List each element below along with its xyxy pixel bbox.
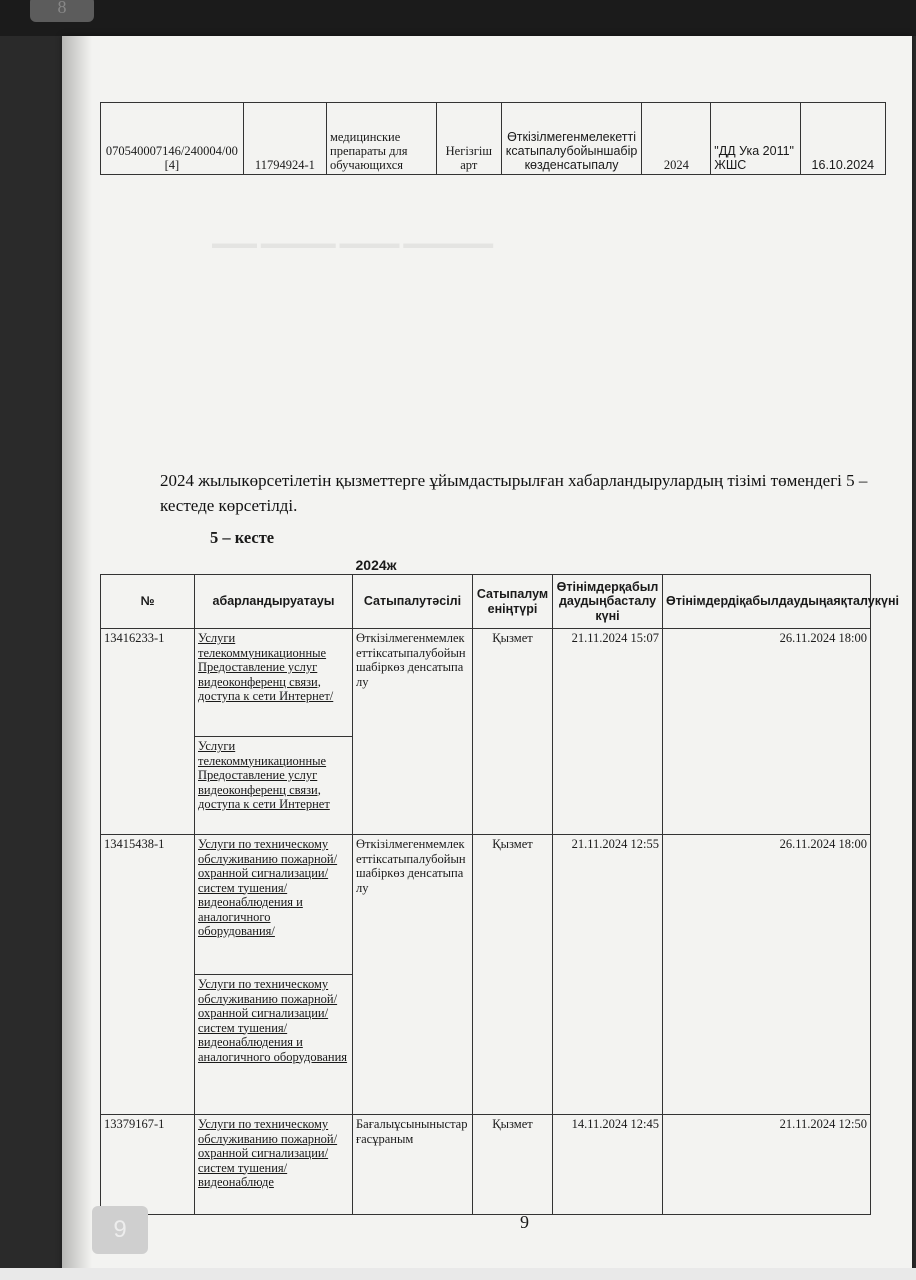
cell-start: 21.11.2024 12:55 xyxy=(553,835,663,1115)
header-name: абарландыруатауы xyxy=(195,575,353,629)
page-thumbnail-previous[interactable]: 8 xyxy=(30,0,94,22)
bleed-through-text: ▬▬▬ ▬▬▬▬▬ ▬▬▬▬ ▬▬▬▬▬▬ xyxy=(212,236,494,252)
cell-type: Қызмет xyxy=(473,629,553,835)
cell-name: Услуги по техническому обслуживанию пожарной/охранной сигнализации/систем тушения/видеонаблюдения и аналогичного оборудования/ xyxy=(195,835,353,975)
viewer-top-bar xyxy=(0,0,916,36)
cell-method: Бағалыұсыныныстарғасұраным xyxy=(353,1115,473,1215)
table-row xyxy=(101,103,886,175)
table-row xyxy=(101,835,871,975)
cell-no: 13415438-1 xyxy=(101,835,195,1115)
cell-name: Услуги по техническому обслуживанию пожарной/охранной сигнализации/систем тушения/видеонаблюде xyxy=(195,1115,353,1215)
services-table xyxy=(100,546,899,1215)
top-table xyxy=(100,102,886,175)
header-end: Өтінімдердіқабылдаудыңаяқталукүні xyxy=(663,575,871,629)
page-edge-shadow xyxy=(62,36,92,1272)
table-row xyxy=(101,1115,871,1215)
body-paragraph: 2024 жылыкөрсетілетін қызметтерге ұйымдастырылған хабарландырулардың тізімі төмендегі 5 – кестеде көрсетілді. xyxy=(160,471,868,515)
cell-method: Өткізілмегенмемлекеттіксатыпалубойыншабіркөз денсатыпалу xyxy=(353,629,473,835)
cell-name: Услуги телекоммуникационные Предоставление услуг видеоконференц связи, доступа к сети Интернет/ xyxy=(195,629,353,737)
table-row xyxy=(101,629,871,737)
cell-supplier: "ДД Ука 2011" ЖШС xyxy=(711,103,800,175)
cell-end: 26.11.2024 18:00 xyxy=(663,835,871,1115)
table-header-row xyxy=(101,575,871,629)
viewer-bottom-strip xyxy=(0,1268,916,1280)
table-pre-header xyxy=(101,546,871,575)
cell-number: 11794924-1 xyxy=(243,103,326,175)
cell-basis: Негізгіш арт xyxy=(436,103,501,175)
page-number: 9 xyxy=(520,1212,529,1232)
cell-type: Қызмет xyxy=(473,835,553,1115)
cell-type: Қызмет xyxy=(473,1115,553,1215)
cell-no: 13379167-1 xyxy=(101,1115,195,1215)
cell-code: 070540007146/240004/00 [4] xyxy=(101,103,244,175)
cell-end: 21.11.2024 12:50 xyxy=(663,1115,871,1215)
cell-method: Өткізілмегенмемлекеттіксатыпалубойыншабіркөз денсатыпалу xyxy=(353,835,473,1115)
cell-date: 16.10.2024 xyxy=(800,103,885,175)
header-type: Сатыпалуменіңтүрі xyxy=(473,575,553,629)
cell-no: 13416233-1 xyxy=(101,629,195,835)
header-start: Өтінімдерқабылдаудыңбасталукүні xyxy=(553,575,663,629)
cell-year: 2024 xyxy=(642,103,711,175)
header-no: № xyxy=(101,575,195,629)
cell-end: 26.11.2024 18:00 xyxy=(663,629,871,835)
cell-method: Өткізілмегенмелекеттіксатыпалубойыншабіркөзденсатыпалу xyxy=(501,103,642,175)
year-label: 2024ж xyxy=(353,546,473,575)
cell-name: медицинские препараты для обучающихся xyxy=(327,103,437,175)
cell-name: Услуги телекоммуникационные Предоставление услуг видеоконференц связи, доступа к сети Интернет xyxy=(195,737,353,835)
page-thumbnail-current[interactable]: 9 xyxy=(92,1206,148,1254)
header-method: Сатыпалутәсілі xyxy=(353,575,473,629)
cell-name: Услуги по техническому обслуживанию пожарной/охранной сигнализации/систем тушения/видеонаблюдения и аналогичного оборудования xyxy=(195,975,353,1115)
table-caption: 5 – кесте xyxy=(210,528,275,547)
cell-start: 21.11.2024 15:07 xyxy=(553,629,663,835)
cell-start: 14.11.2024 12:45 xyxy=(553,1115,663,1215)
